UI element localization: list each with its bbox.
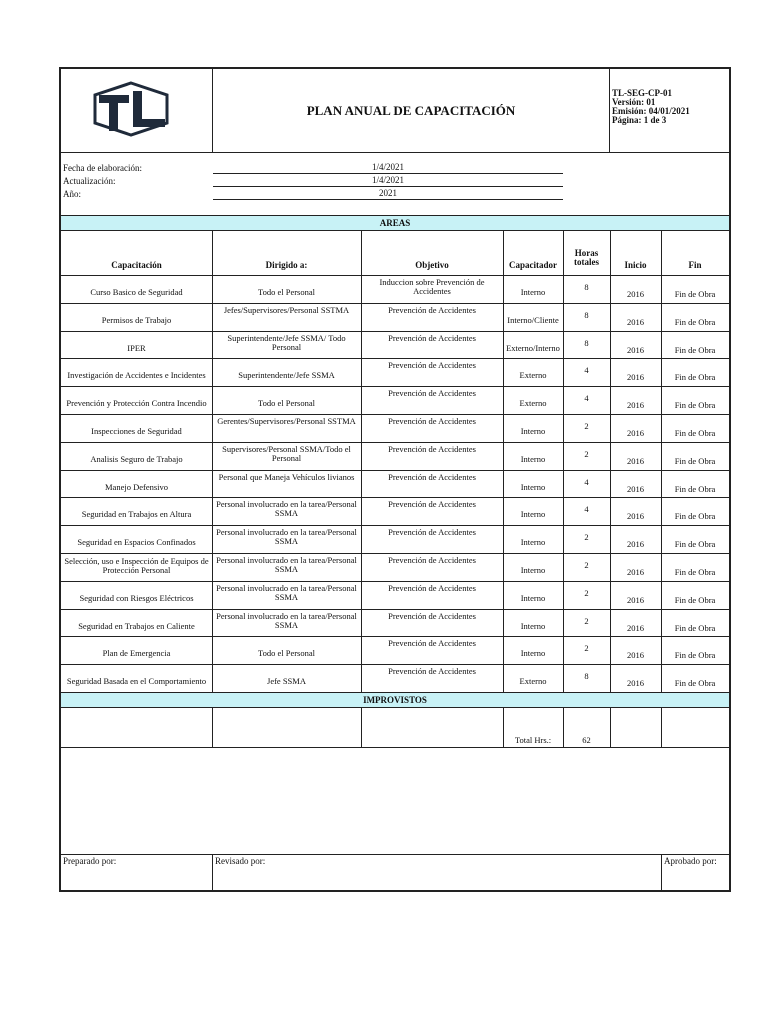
improvistos-column-divider <box>212 708 213 747</box>
cell-fin: Fin de Obra <box>674 455 716 466</box>
table-row-line <box>61 553 729 554</box>
cell-fin: Fin de Obra <box>674 622 716 633</box>
cell-inicio: 2016 <box>627 344 644 355</box>
cell-capacitacion: Selección, uso e Inspección de Equipos de Protección Personal <box>64 556 209 575</box>
cell-inicio: 2016 <box>627 400 644 411</box>
company-logo-icon <box>93 81 169 137</box>
logo-box <box>61 69 213 152</box>
footer-top-line <box>61 854 729 855</box>
cell-objetivo: Prevención de Accidentes <box>388 443 476 454</box>
cell-dirigido: Jefes/Supervisores/Personal SSTMA <box>223 304 350 315</box>
cell-dirigido: Personal involucrado en la tarea/Personal SSMA <box>216 499 357 519</box>
cell-inicio: 2016 <box>627 289 644 299</box>
cell-dirigido: Todo el Personal <box>257 648 315 659</box>
column-divider <box>503 231 504 692</box>
cell-fin: Fin de Obra <box>674 316 716 327</box>
cell-horas: 4 <box>584 393 589 404</box>
cell-capacitacion: Seguridad en Trabajos en Altura <box>81 509 192 520</box>
document-emission: Emisión: 04/01/2021 <box>612 106 690 116</box>
cell-dirigido: Superintendente/Jefe SSMA <box>238 370 335 381</box>
table-row-line <box>61 303 729 304</box>
cell-capacitacion: Prevención y Protección Contra Incendio <box>66 398 207 409</box>
cell-dirigido: Personal involucrado en la tarea/Personal SSMA <box>216 610 357 630</box>
cell-capacitador: Interno <box>520 537 546 548</box>
improvistos-band: IMPROVISTOS <box>61 692 729 708</box>
header-objetivo: Objetivo <box>415 260 449 270</box>
cell-inicio: 2016 <box>627 539 644 550</box>
table-row-line <box>61 497 729 498</box>
cell-capacitacion: Curso Basico de Seguridad <box>90 287 183 297</box>
column-divider <box>563 231 564 692</box>
document-version: Versión: 01 <box>612 97 656 107</box>
cell-inicio: 2016 <box>627 567 644 577</box>
cell-fin: Fin de Obra <box>674 511 716 522</box>
cell-horas: 2 <box>584 643 589 654</box>
header-fin: Fin <box>688 260 702 270</box>
cell-horas: 2 <box>584 448 589 459</box>
cell-fin: Fin de Obra <box>674 539 716 550</box>
cell-fin: Fin de Obra <box>674 372 716 383</box>
cell-dirigido: Superintendente/Jefe SSMA/ Todo Personal <box>227 332 346 352</box>
cell-capacitacion: Seguridad en Trabajos en Caliente <box>78 620 195 631</box>
cell-capacitador: Interno/Cliente <box>507 314 559 325</box>
table-row-line <box>61 581 729 582</box>
footer-divider-1 <box>212 854 213 892</box>
cell-capacitador: Interno <box>520 592 546 603</box>
cell-fin: Fin de Obra <box>674 428 716 438</box>
document-sheet <box>59 67 731 892</box>
cell-capacitador: Interno <box>520 481 546 492</box>
cell-capacitacion: Inspecciones de Seguridad <box>91 426 182 436</box>
cell-objetivo: Prevención de Accidentes <box>388 416 476 426</box>
cell-inicio: 2016 <box>627 483 644 494</box>
cell-capacitador: Interno <box>520 565 546 575</box>
areas-band: AREAS <box>61 215 729 231</box>
cell-horas: 4 <box>584 476 589 487</box>
cell-capacitador: Interno <box>520 287 546 297</box>
cell-capacitacion: Investigación de Accidentes e Incidentes <box>67 370 206 381</box>
cell-dirigido: Personal involucrado en la tarea/Personal SSMA <box>216 527 357 547</box>
table-row-line <box>61 386 729 387</box>
fecha-value: 1/4/2021 <box>213 162 563 174</box>
cell-objetivo: Prevención de Accidentes <box>388 610 476 621</box>
cell-capacitador: Interno <box>520 453 546 464</box>
header-bottom-line <box>61 275 729 276</box>
table-row-line <box>61 442 729 443</box>
preparado-label: Preparado por: <box>63 856 117 866</box>
cell-horas: 4 <box>584 504 589 515</box>
cell-fin: Fin de Obra <box>674 483 716 494</box>
aprobado-label: Aprobado por: <box>664 856 717 866</box>
table-row-line <box>61 414 729 415</box>
table-row-line <box>61 331 729 332</box>
cell-capacitador: Externo <box>519 398 547 409</box>
cell-capacitador: Externo <box>519 370 547 381</box>
cell-horas: 8 <box>584 309 589 320</box>
cell-horas: 8 <box>584 671 589 682</box>
total-label: Total Hrs.: <box>514 735 552 745</box>
table-row-line <box>61 609 729 610</box>
cell-dirigido: Todo el Personal <box>257 287 315 297</box>
cell-capacitacion: IPER <box>127 342 146 353</box>
cell-objetivo: Prevención de Accidentes <box>388 582 476 593</box>
improvistos-column-divider <box>361 708 362 747</box>
cell-fin: Fin de Obra <box>674 400 716 411</box>
cell-fin: Fin de Obra <box>674 650 716 661</box>
actualizacion-value: 1/4/2021 <box>213 175 563 187</box>
cell-objetivo: Prevención de Accidentes <box>388 499 476 510</box>
cell-dirigido: Gerentes/Supervisores/Personal SSTMA <box>217 416 356 426</box>
cell-dirigido: Todo el Personal <box>257 398 315 409</box>
cell-objetivo: Prevención de Accidentes <box>388 527 476 538</box>
cell-horas: 8 <box>584 282 589 292</box>
cell-inicio: 2016 <box>627 622 644 633</box>
header-dirigido: Dirigido a: <box>265 260 308 270</box>
cell-fin: Fin de Obra <box>674 344 716 355</box>
table-row-line <box>61 358 729 359</box>
cell-capacitador: Interno <box>520 648 546 659</box>
document-title: PLAN ANUAL DE CAPACITACIÓN <box>306 103 516 118</box>
improvistos-column-divider <box>661 708 662 747</box>
column-divider <box>661 231 662 692</box>
cell-objetivo: Prevención de Accidentes <box>388 555 476 565</box>
cell-inicio: 2016 <box>627 594 644 605</box>
cell-capacitacion: Seguridad en Espacios Confinados <box>77 537 196 548</box>
cell-fin: Fin de Obra <box>674 289 716 299</box>
cell-capacitador: Interno <box>520 426 546 436</box>
header-horas: Horas totales <box>574 248 599 267</box>
cell-objetivo: Prevención de Accidentes <box>388 360 476 371</box>
cell-horas: 2 <box>584 615 589 626</box>
cell-objetivo: Prevención de Accidentes <box>388 388 476 399</box>
cell-dirigido: Jefe SSMA <box>267 676 306 687</box>
cell-objetivo: Prevención de Accidentes <box>388 666 476 677</box>
footer-divider-2 <box>661 854 662 892</box>
table-row-line <box>61 664 729 665</box>
cell-dirigido: Personal involucrado en la tarea/Personal SSMA <box>216 555 357 574</box>
cell-inicio: 2016 <box>627 511 644 522</box>
header-capacitador: Capacitador <box>509 260 557 270</box>
cell-horas: 2 <box>584 587 589 598</box>
cell-inicio: 2016 <box>627 678 644 689</box>
header-capacitacion: Capacitación <box>111 260 162 270</box>
cell-dirigido: Personal involucrado en la tarea/Personal SSMA <box>216 582 357 602</box>
actualizacion-label: Actualización: <box>63 176 116 186</box>
table-row-line <box>61 636 729 637</box>
anio-value: 2021 <box>213 188 563 200</box>
column-divider <box>212 231 213 692</box>
header-inicio: Inicio <box>624 260 647 270</box>
cell-horas: 2 <box>584 560 589 570</box>
cell-objetivo: Prevención de Accidentes <box>388 332 476 343</box>
cell-horas: 4 <box>584 365 589 376</box>
cell-horas: 2 <box>584 421 589 431</box>
total-value: 62 <box>582 735 591 745</box>
table-row-line <box>61 525 729 526</box>
cell-capacitacion: Seguridad con Riesgos Eléctricos <box>79 592 194 603</box>
cell-horas: 2 <box>584 532 589 543</box>
cell-dirigido: Personal que Maneja Vehículos livianos <box>218 471 355 482</box>
cell-capacitacion: Plan de Emergencia <box>102 648 171 659</box>
cell-capacitador: Externo/Interno <box>506 342 560 353</box>
cell-inicio: 2016 <box>627 428 644 438</box>
revisado-label: Revisado por: <box>215 856 266 866</box>
cell-objetivo: Prevención de Accidentes <box>388 304 476 315</box>
cell-fin: Fin de Obra <box>674 594 716 605</box>
cell-capacitador: Externo <box>519 676 547 687</box>
cell-capacitador: Interno <box>520 620 546 631</box>
cell-capacitacion: Analisis Seguro de Trabajo <box>90 453 183 464</box>
document-code-box <box>609 69 729 152</box>
info-section <box>61 153 729 216</box>
cell-inicio: 2016 <box>627 650 644 661</box>
cell-capacitacion: Manejo Defensivo <box>104 481 169 492</box>
document-code: TL-SEG-CP-01 <box>612 88 673 98</box>
cell-inicio: 2016 <box>627 316 644 327</box>
cell-objetivo: Prevención de Accidentes <box>388 471 476 482</box>
improvistos-bottom-line <box>61 747 729 748</box>
cell-fin: Fin de Obra <box>674 678 716 689</box>
cell-inicio: 2016 <box>627 455 644 466</box>
cell-capacitacion: Seguridad Basada en el Comportamiento <box>66 676 207 687</box>
column-divider <box>361 231 362 692</box>
cell-horas: 8 <box>584 337 589 348</box>
column-divider <box>610 231 611 692</box>
cell-capacitacion: Permisos de Trabajo <box>101 314 172 325</box>
cell-objetivo: Prevención de Accidentes <box>388 638 476 649</box>
cell-objetivo: Induccion sobre Prevención de Accidentes <box>379 277 485 296</box>
cell-fin: Fin de Obra <box>674 567 716 577</box>
anio-label: Año: <box>63 189 81 199</box>
table-row-line <box>61 470 729 471</box>
document-header <box>61 69 729 153</box>
cell-dirigido: Supervisores/Personal SSMA/Todo el Personal <box>222 443 351 463</box>
cell-inicio: 2016 <box>627 372 644 383</box>
cell-capacitador: Interno <box>520 509 546 520</box>
improvistos-column-divider <box>610 708 611 747</box>
fecha-label: Fecha de elaboración: <box>63 163 142 173</box>
document-page: Página: 1 de 3 <box>612 115 667 125</box>
